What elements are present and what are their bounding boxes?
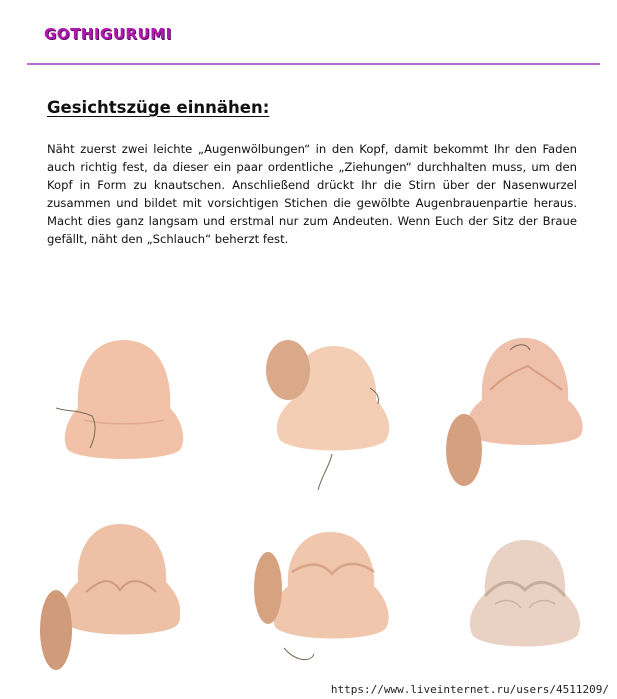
section-heading: Gesichtszüge einnähen:	[47, 98, 270, 117]
step-6-photo	[455, 518, 595, 678]
step-2-photo	[262, 330, 402, 490]
brand-logo: GOTHIGURUMI	[44, 25, 172, 43]
step-3-photo	[446, 330, 586, 490]
header-divider	[27, 63, 600, 65]
source-url[interactable]: https://www.liveinternet.ru/users/4511209/	[330, 683, 609, 696]
step-1-photo	[54, 330, 194, 490]
instruction-paragraph: Näht zuerst zwei leichte „Augenwölbungen“ in den Kopf, damit bekommt Ihr den Faden auch richtig fest, da dieser ein paar ordentliche „Ziehungen“ durchhalten muss, um den Kopf in Form zu knautschen. Anschließend drückt Ihr die Stirn über der Nasenwurzel zusammen und bildet mit vorsichtigen Stichen die gewölbte Augenbrauenpartie heraus. Macht dies ganz langsam und erstmal nur zum Andeuten. Wenn Euch der Sitz der Braue gefällt, näht den „Schlauch“ beherzt fest.	[47, 142, 577, 246]
step-4-photo	[40, 518, 180, 678]
step-5-photo	[254, 518, 394, 678]
